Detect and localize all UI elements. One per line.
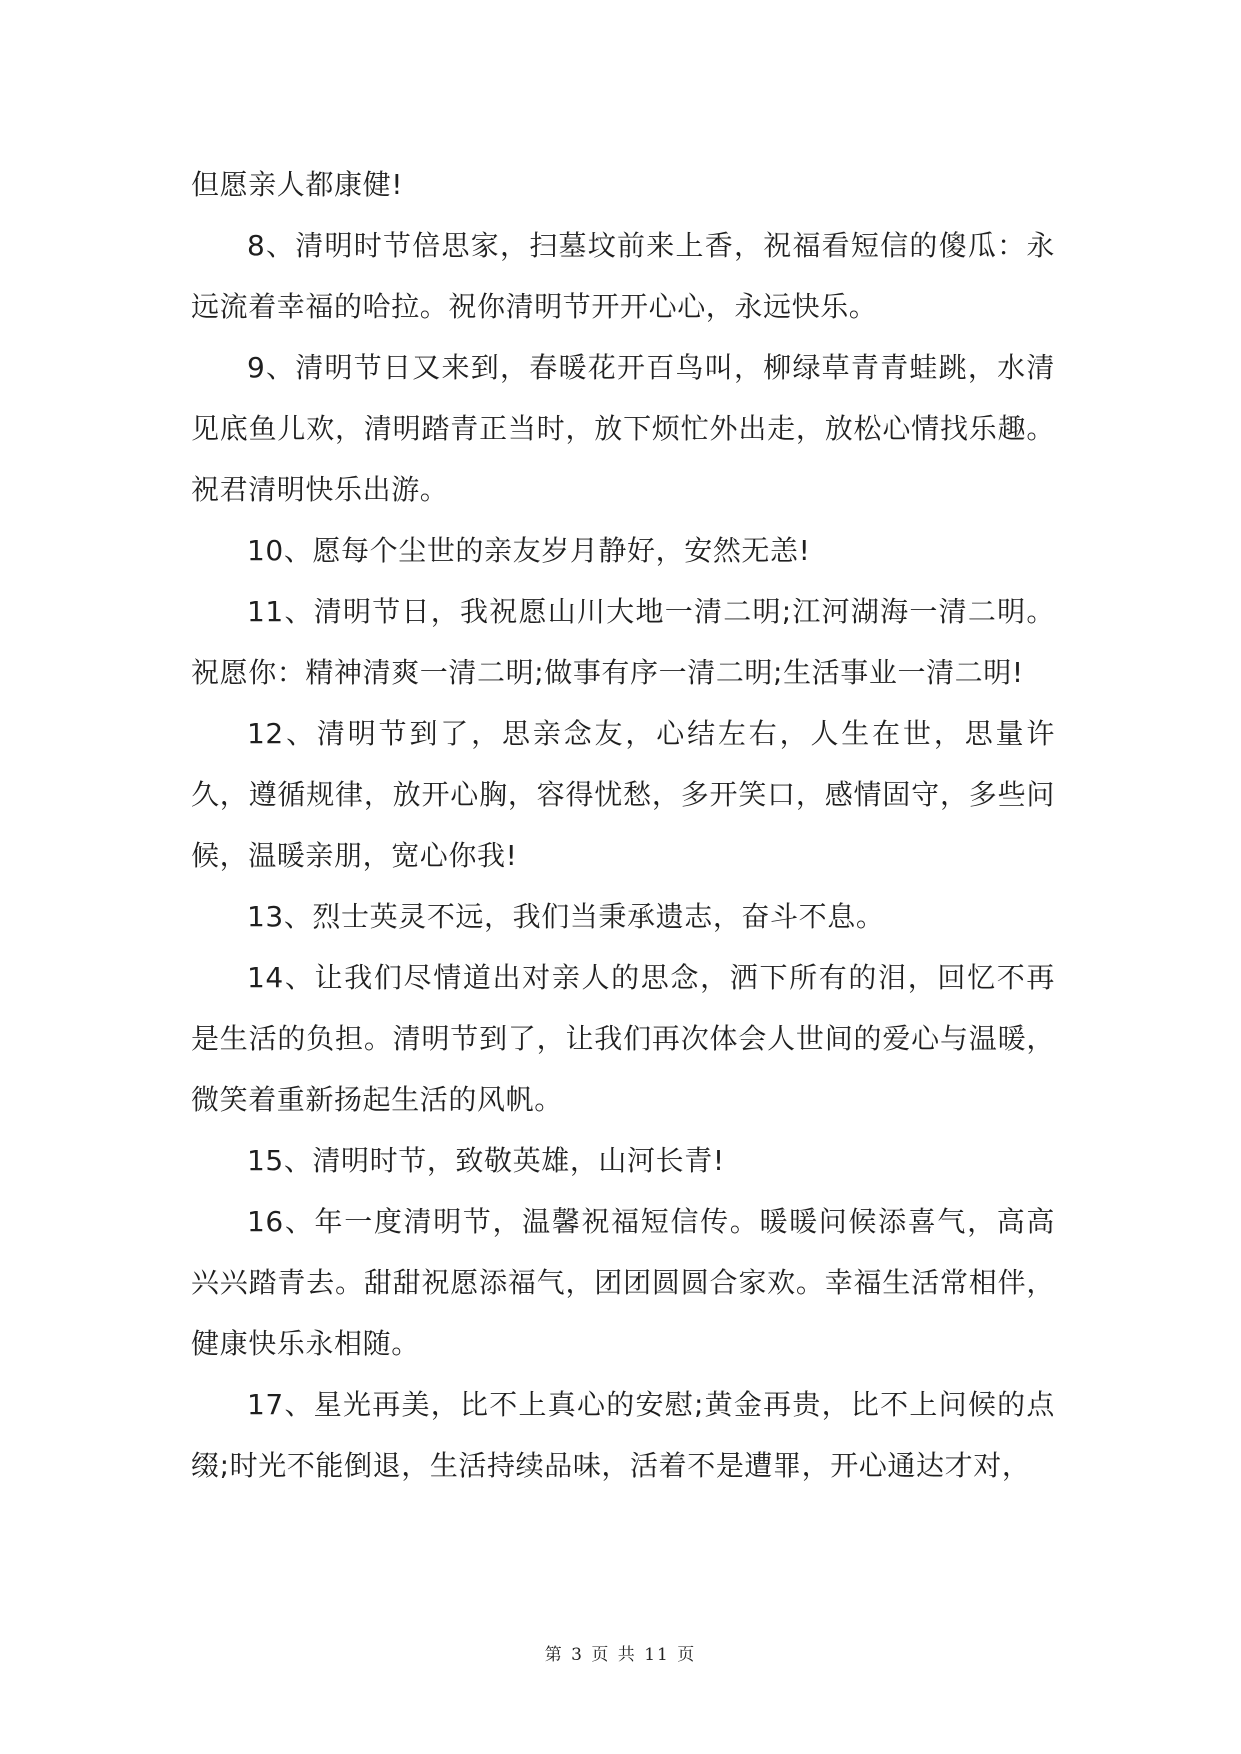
paragraph-14: 14、让我们尽情道出对亲人的思念，洒下所有的泪，回忆不再是生活的负担。清明节到了，让我们再次体会人世间的爱心与温暖，微笑着重新扬起生活的风帆。 bbox=[191, 961, 1055, 1116]
paragraph-0: 但愿亲人都康健! bbox=[191, 168, 404, 201]
paragraph-8: 8、清明时节倍思家，扫墓坟前来上香，祝福看短信的傻瓜：永远流着幸福的哈拉。祝你清明节开开心心，永远快乐。 bbox=[191, 229, 1055, 323]
paragraph-15: 15、清明时节，致敬英雄，山河长青! bbox=[247, 1144, 725, 1177]
page-number-footer: 第 3 页 共 11 页 bbox=[544, 1645, 697, 1665]
paragraph-12: 12、清明节到了，思亲念友，心结左右，人生在世，思量许久，遵循规律，放开心胸，容得忧愁，多开笑口，感情固守，多些问候，温暖亲朋，宽心你我! bbox=[191, 717, 1055, 872]
paragraph-11: 11、清明节日，我祝愿山川大地一清二明;江河湖海一清二明。祝愿你：精神清爽一清二明;做事有序一清二明;生活事业一清二明! bbox=[191, 595, 1055, 689]
paragraph-16: 16、年一度清明节，温馨祝福短信传。暖暖问候添喜气，高高兴兴踏青去。甜甜祝愿添福气，团团圆圆合家欢。幸福生活常相伴，健康快乐永相随。 bbox=[191, 1205, 1055, 1360]
paragraph-9: 9、清明节日又来到，春暖花开百鸟叫，柳绿草青青蛙跳，水清见底鱼儿欢，清明踏青正当时，放下烦忙外出走，放松心情找乐趣。祝君清明快乐出游。 bbox=[191, 351, 1055, 506]
paragraph-13: 13、烈士英灵不远，我们当秉承遗志，奋斗不息。 bbox=[247, 900, 885, 933]
document-body bbox=[191, 154, 1055, 1496]
paragraph-17: 17、星光再美，比不上真心的安慰;黄金再贵，比不上问候的点缀;时光不能倒退，生活持续品味，活着不是遭罪，开心通达才对， bbox=[191, 1388, 1055, 1482]
paragraph-10: 10、愿每个尘世的亲友岁月静好，安然无恙! bbox=[247, 534, 811, 567]
